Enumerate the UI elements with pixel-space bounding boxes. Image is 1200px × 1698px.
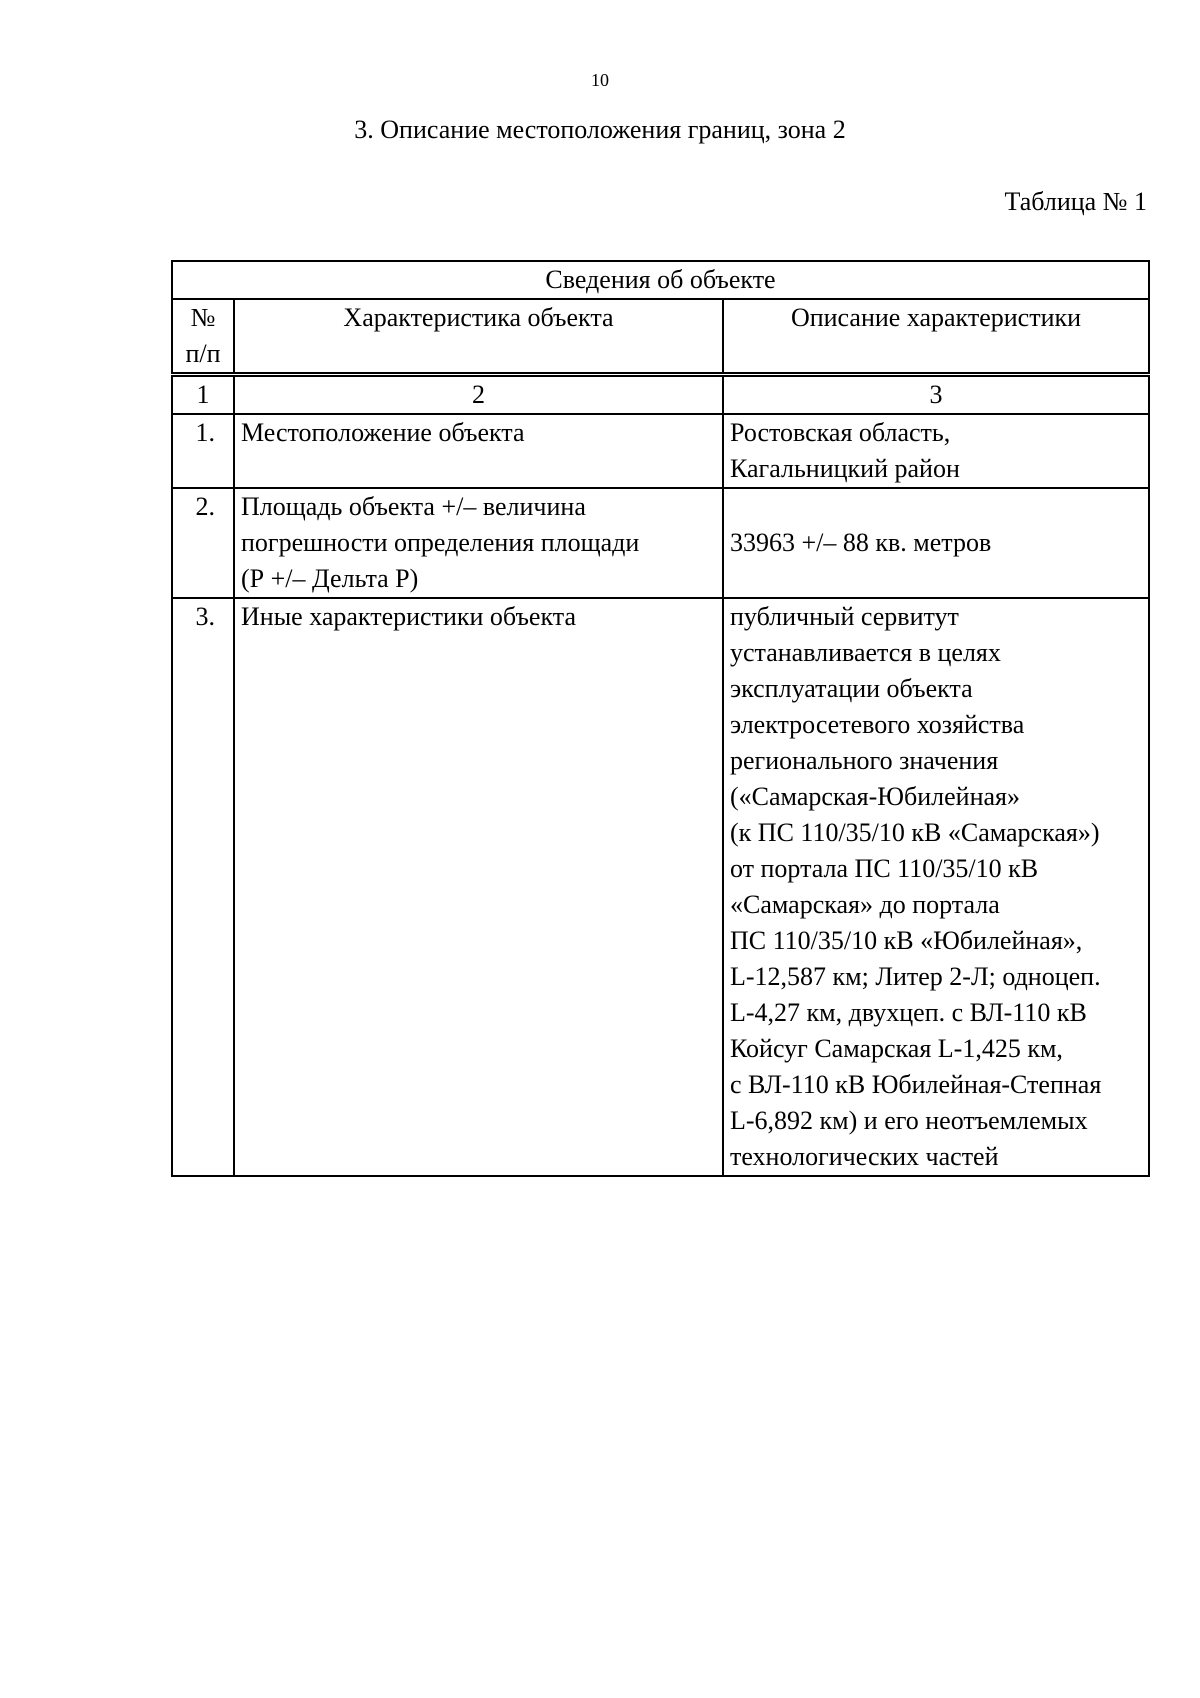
- text-line: Площадь объекта +/– величина: [241, 492, 586, 521]
- text-line: эксплуатации объекта: [730, 674, 973, 703]
- text-line: («Самарская-Юбилейная»: [730, 782, 1020, 811]
- text-line: L-6,892 км) и его неотъемлемых: [730, 1106, 1088, 1135]
- table-row: [172, 488, 1149, 598]
- row-description: [723, 488, 1149, 598]
- text-line: технологических частей: [730, 1142, 999, 1171]
- header-number: [172, 299, 234, 375]
- object-info-table: [171, 260, 1150, 1177]
- header-description: Описание характеристики: [723, 299, 1149, 375]
- row-description: [723, 414, 1149, 488]
- text-line: Ростовская область,: [730, 418, 951, 447]
- table-row: [172, 414, 1149, 488]
- text-line: от портала ПС 110/35/10 кВ: [730, 854, 1039, 883]
- text-line: с ВЛ-110 кВ Юбилейная-Степная: [730, 1070, 1102, 1099]
- row-number: 1.: [172, 414, 234, 488]
- text-line: электросетевого хозяйства: [730, 710, 1025, 739]
- column-index-1: 1: [172, 375, 234, 415]
- header-number-line1: №: [190, 303, 216, 332]
- row-characteristic: [234, 598, 723, 1176]
- row-characteristic: [234, 414, 723, 488]
- text-line: устанавливается в целях: [730, 638, 1001, 667]
- text-line: Местоположение объекта: [241, 418, 525, 447]
- text-line: «Самарская» до портала: [730, 890, 1000, 919]
- table-row: [172, 598, 1149, 1176]
- row-characteristic: [234, 488, 723, 598]
- table-title-row: [172, 261, 1149, 299]
- text-line: L-4,27 км, двухцеп. с ВЛ-110 кВ: [730, 998, 1087, 1027]
- column-index-row: [172, 375, 1149, 415]
- table-title: Сведения об объекте: [172, 261, 1149, 299]
- text-line: L-12,587 км; Литер 2-Л; одноцеп.: [730, 962, 1101, 991]
- row-description: [723, 598, 1149, 1176]
- row-number: 3.: [172, 598, 234, 1176]
- text-line: 33963 +/– 88 кв. метров: [730, 528, 992, 557]
- text-line: Кагальницкий район: [730, 454, 960, 483]
- column-index-3: 3: [723, 375, 1149, 415]
- text-line: ПС 110/35/10 кВ «Юбилейная»,: [730, 926, 1083, 955]
- text-line: (Р +/– Дельта Р): [241, 564, 419, 593]
- section-title: 3. Описание местоположения границ, зона 2: [354, 115, 846, 144]
- header-number-line2: п/п: [185, 339, 221, 368]
- column-index-2: 2: [234, 375, 723, 415]
- table-header-row: [172, 299, 1149, 375]
- header-characteristic: Характеристика объекта: [234, 299, 723, 375]
- text-line: регионального значения: [730, 746, 999, 775]
- text-line: публичный сервитут: [730, 602, 959, 631]
- text-line: погрешности определения площади: [241, 528, 640, 557]
- page-number: 10: [591, 70, 609, 90]
- text-line: (к ПС 110/35/10 кВ «Самарская»): [730, 818, 1100, 847]
- text-line: Иные характеристики объекта: [241, 602, 576, 631]
- text-line: Койсуг Самарская L-1,425 км,: [730, 1034, 1063, 1063]
- table-caption: Таблица № 1: [1004, 187, 1147, 216]
- row-number: 2.: [172, 488, 234, 598]
